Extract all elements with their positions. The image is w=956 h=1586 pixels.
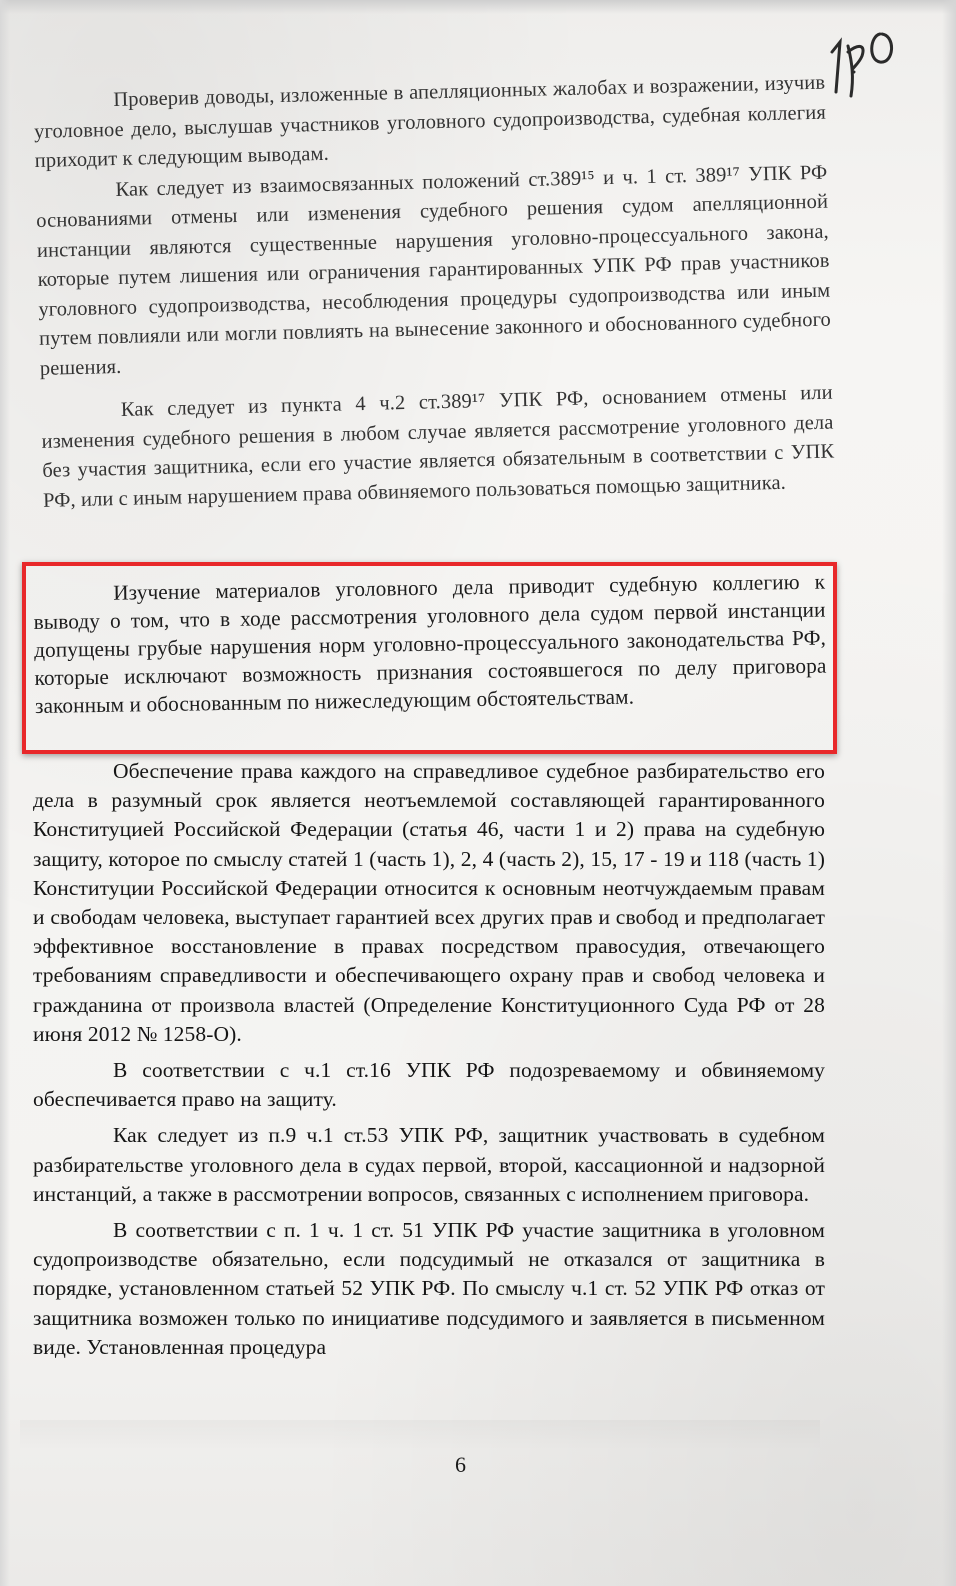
highlighted-paragraph: Изучение материалов уголовного дела приводит судебную коллегию к выводу о том, что в ходе рассмотрения уголовного дела судом первой инстанции допущены грубые нарушения норм уголовно-процессуального законодательства РФ, которые исключают возможность признания состоявшегося по делу приговора законным и обоснованным по нижеследующим обстоятельствам. bbox=[33, 569, 827, 718]
paragraph-review-arguments: Проверив доводы, изложенные в апелляционных жалобах и возражении, изучив уголовное дело, выслушав участников уголовного судопроизводства, судебная коллегия приходит к следующим выводам. bbox=[33, 71, 827, 172]
scan-edge-shadow-top bbox=[0, 0, 956, 14]
upper-text-section bbox=[33, 69, 835, 516]
page-number: 6 bbox=[455, 1452, 466, 1477]
scan-edge-shadow-right bbox=[942, 0, 956, 1586]
paragraph-mandatory-defender: В соответствии с п. 1 ч. 1 ст. 51 УПК РФ участие защитника в уголовном судопроизводстве обязательно, если подсудимый не отказался от защитника в порядке, установленном статьей 52 УПК РФ. По смыслу ч.1 ст. 52 УПК РФ отказ от защитника возможен только по инициативе подсудимого и заявляется в письменном виде. Установленная процедура bbox=[33, 1218, 825, 1359]
scan-smudge bbox=[20, 1420, 820, 1450]
paragraph-grounds-for-cancellation: Как следует из взаимосвязанных положений ст.389¹⁵ и ч. 1 ст. 389¹⁷ УПК РФ основаниями отмены или изменения судебного решения судом апелляционной инстанции являются существенные нарушения уголовно-процессуального закона, которые путем лишения или ограничения гарантированных УПК РФ прав участников уголовного судопроизводства, несоблюдения процедуры судопроизводства или иным путем повлияли или могли повлиять на вынесение законного и обоснованного судебного решения. bbox=[35, 161, 832, 380]
paragraph-right-to-defense: В соответствии с ч.1 ст.16 УПК РФ подозреваемому и обвиняемому обеспечивается право на защиту. bbox=[33, 1058, 825, 1112]
lower-text-section bbox=[33, 757, 825, 1362]
highlighted-text-section bbox=[33, 568, 827, 720]
paragraph-defender-participation-ground: Как следует из пункта 4 ч.2 ст.389¹⁷ УПК РФ, основанием отмены или изменения судебного решения в любом случае является рассмотрение уголовного дела без участия защитника, если его участие является обязательным в соответствии с УПК РФ, или с иным нарушением права обвиняемого пользоваться помощью защитника. bbox=[41, 381, 835, 512]
paragraph-defender-participation: Как следует из п.9 ч.1 ст.53 УПК РФ, защитник участвовать в судебном разбирательстве уголовного дела в судах первой, второй, кассационной и надзорной инстанций, а также в рассмотрении вопросов, связанных с исполнением приговора. bbox=[33, 1123, 825, 1206]
paragraph-right-to-fair-trial: Обеспечение права каждого на справедливое судебное разбирательство его дела в разумный срок является неотъемлемой составляющей гарантированного Конституцией Российской Федерации (статья 46, части 1 и 2) права на судебную защиту, которое по смыслу статей 1 (часть 1), 2, 4 (часть 2), 15, 17 - 19 и 118 (часть 1) Конституции Российской Федерации относится к основным неотчуждаемым правам и свободам человека, выступает гарантией всех других прав и свобод и предполагает эффективное восстановление в правах посредством правосудия, отвечающего требованиям справедливости и обеспечивающего охрану прав и свобод человека и гражданина от произвола властей (Определение Конституционного Суда РФ от 28 июня 2012 № 1258-О). bbox=[33, 759, 825, 1046]
handwritten-page-annotation-170 bbox=[818, 22, 908, 102]
scan-edge-shadow-left bbox=[0, 0, 10, 1586]
